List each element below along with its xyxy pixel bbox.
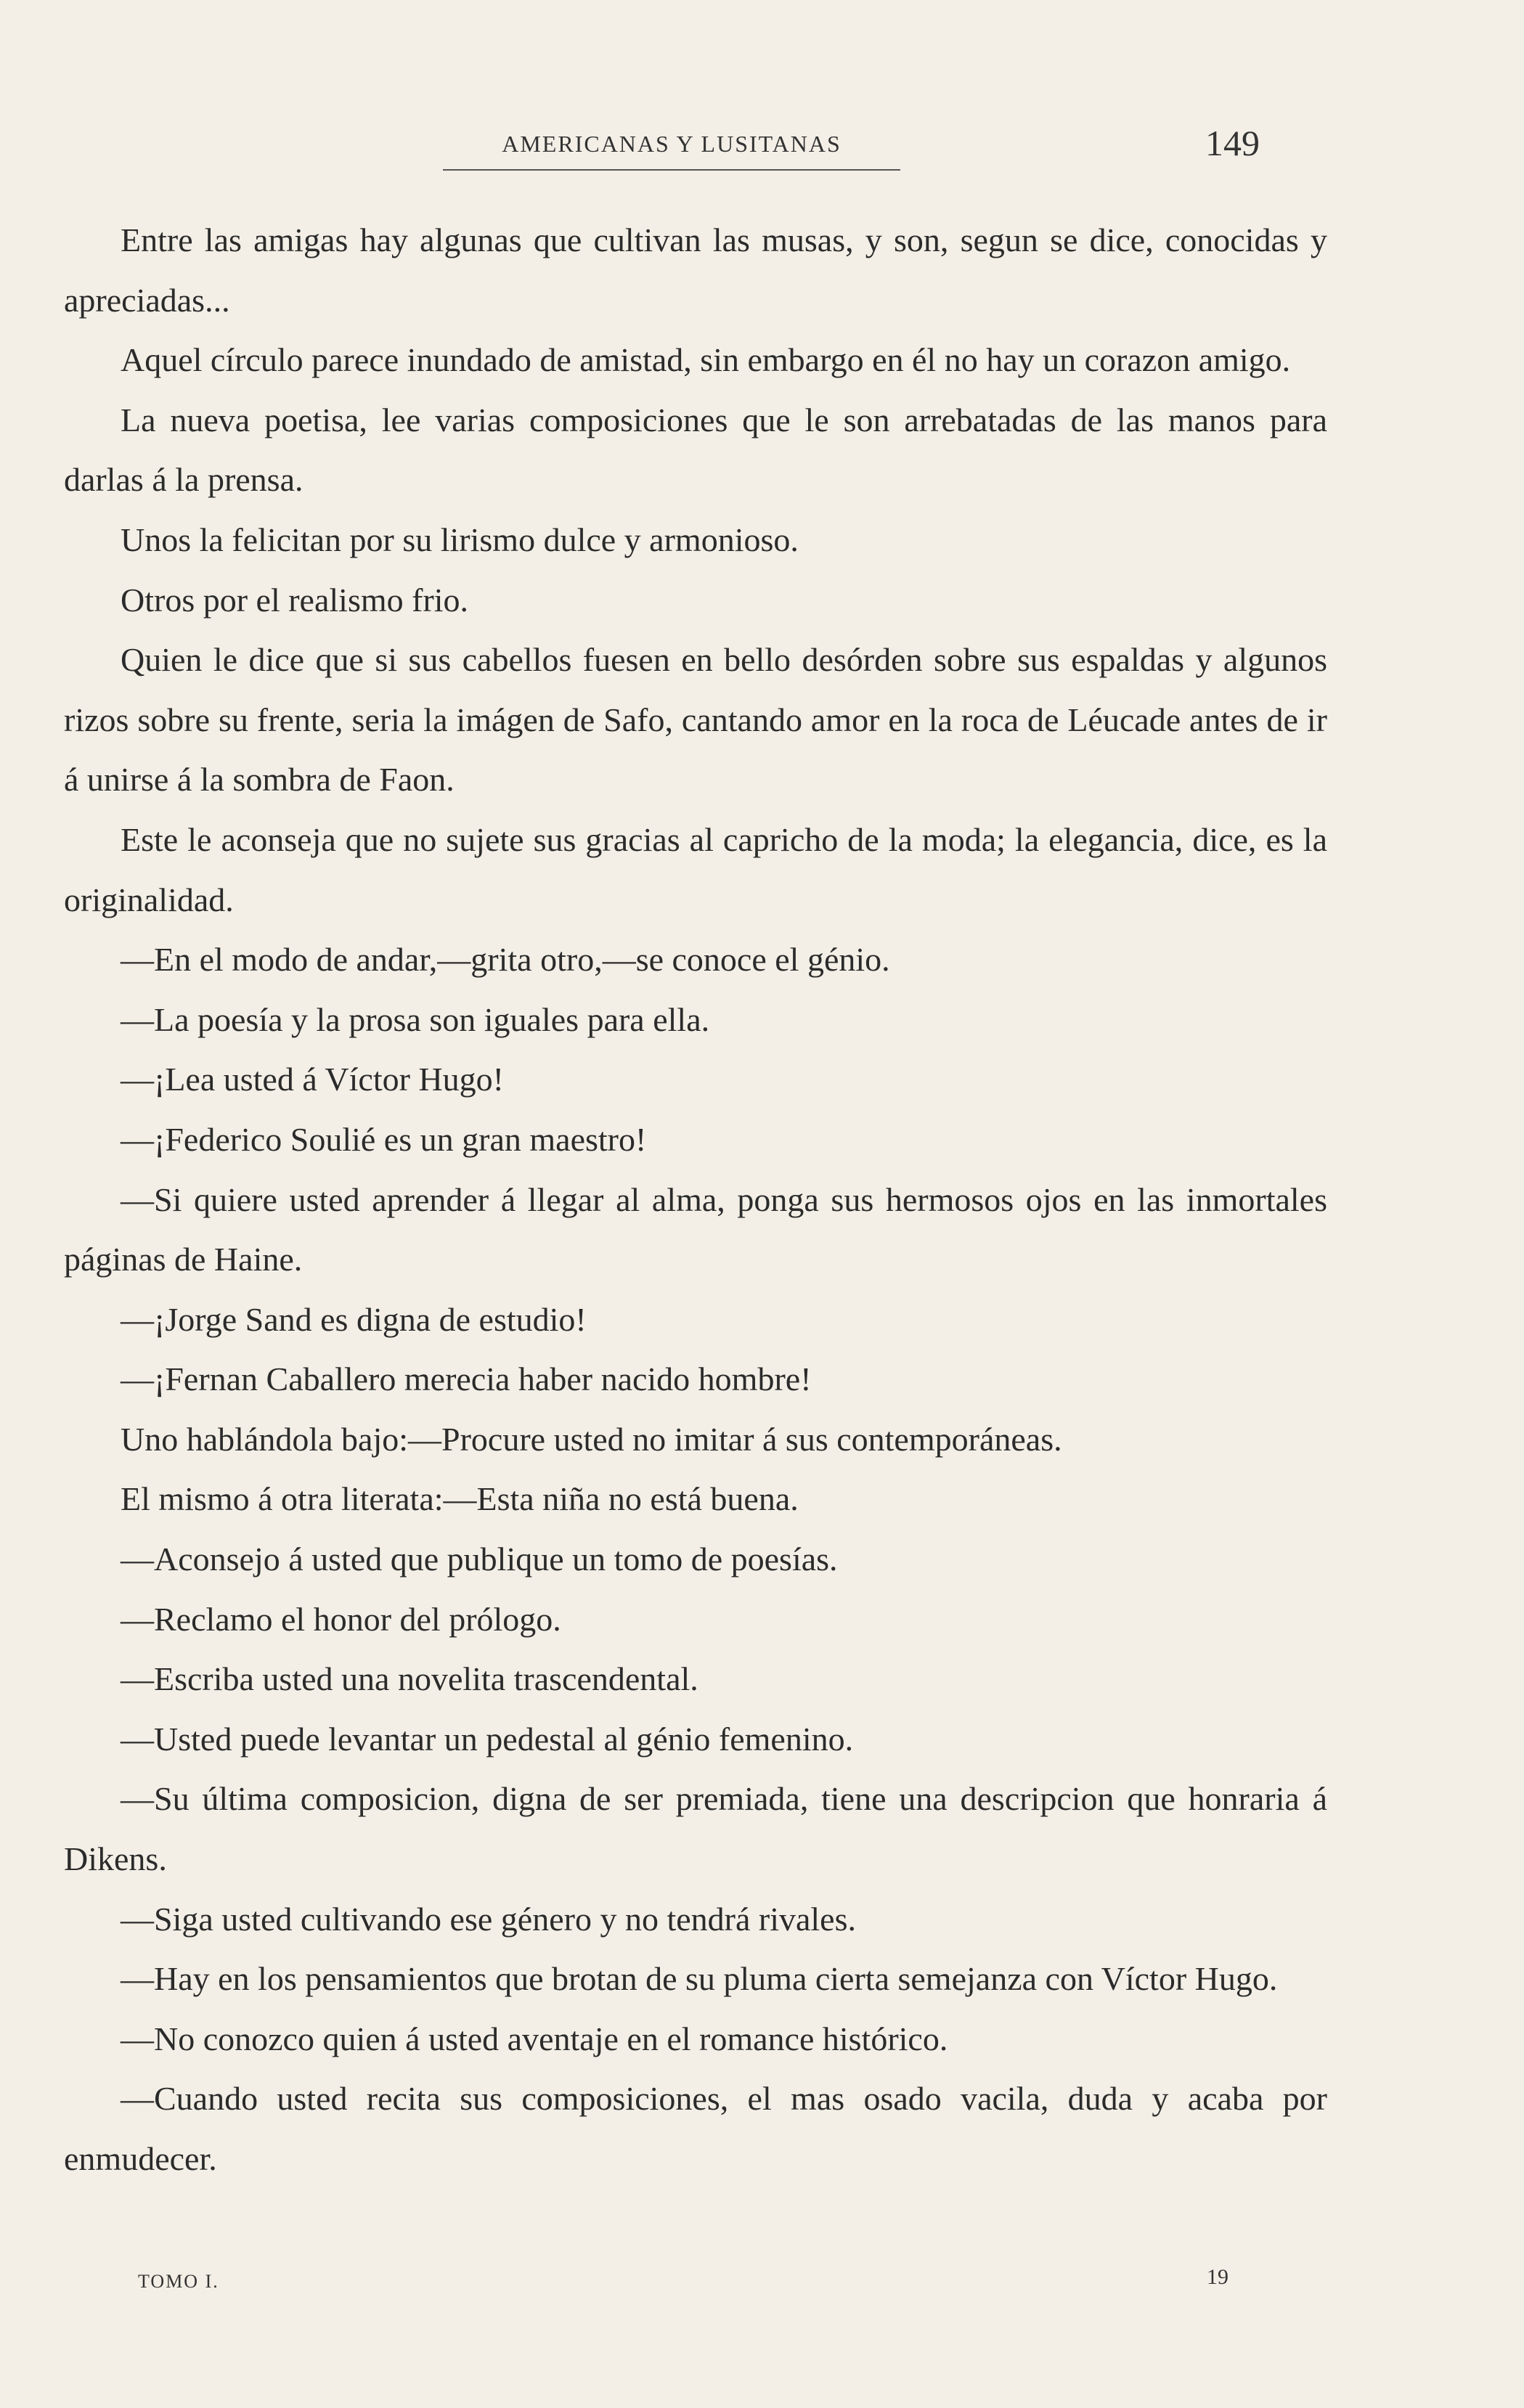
paragraph: —En el modo de andar,—grita otro,—se conoce el génio. <box>121 941 890 979</box>
paragraph: —Siga usted cultivando ese género y no tendrá rivales. <box>121 1900 856 1938</box>
paragraph: Unos la felicitan por su lirismo dulce y armonioso. <box>121 521 799 558</box>
paragraph: —La poesía y la prosa son iguales para ella. <box>121 1000 710 1038</box>
paragraph: Aquel círculo parece inundado de amistad, sin embargo en él no hay un corazon amigo. <box>121 341 1291 379</box>
paragraph: —Hay en los pensamientos que brotan de su pluma cierta semejanza con Víctor Hugo. <box>121 1960 1278 1998</box>
paragraph: —Usted puede levantar un pedestal al génio femenino. <box>121 1720 854 1758</box>
paragraph: —Reclamo el honor del prólogo. <box>121 1600 561 1638</box>
paragraph: —No conozco quien á usted aventaje en el romance histórico. <box>121 2020 948 2057</box>
page-number: 149 <box>1205 123 1260 163</box>
paragraph: —¡Lea usted á Víctor Hugo! <box>121 1061 504 1098</box>
paragraph: Quien le dice que si sus cabellos fuesen en bello desórden sobre sus espaldas y algunos rizos sobre su frente, seria la imágen de Safo, cantando amor en la roca de Léucade antes de ir á unirse á la sombra de Faon. <box>64 641 1327 799</box>
paragraph: —Si quiere usted aprender á llegar al alma, ponga sus hermosos ojos en las inmortales páginas de Haine. <box>64 1180 1327 1278</box>
paragraph: Entre las amigas hay algunas que cultivan las musas, y son, segun se dice, conocidas y apreciadas... <box>64 221 1327 319</box>
header-rule <box>443 169 900 171</box>
paragraph: —Su última composicion, digna de ser premiada, tiene una descripcion que honraria á Dikens. <box>64 1780 1327 1878</box>
footer-signature: 19 <box>1207 2265 1228 2289</box>
paragraph: —¡Fernan Caballero merecia haber nacido hombre! <box>121 1360 812 1398</box>
paragraph: El mismo á otra literata:—Esta niña no está buena. <box>121 1480 799 1518</box>
paragraph: —Cuando usted recita sus composiciones, el mas osado vacila, duda y acaba por enmudecer. <box>64 2080 1327 2177</box>
paragraph: —Escriba usted una novelita trascendental. <box>121 1660 698 1698</box>
paragraph: Otros por el realismo frio. <box>121 581 469 619</box>
running-title: AMERICANAS Y LUSITANAS <box>502 131 842 157</box>
footer-volume: TOMO I. <box>138 2271 219 2292</box>
body-text <box>64 211 1327 2189</box>
paragraph: La nueva poetisa, lee varias composiciones que le son arrebatadas de las manos para darlas á la prensa. <box>64 401 1327 499</box>
paragraph: —¡Jorge Sand es digna de estudio! <box>121 1300 587 1338</box>
paragraph: —¡Federico Soulié es un gran maestro! <box>121 1120 647 1158</box>
paragraph: Este le aconseja que no sujete sus gracias al capricho de la moda; la elegancia, dice, es la originalidad. <box>64 820 1327 918</box>
paragraph: Uno hablándola bajo:—Procure usted no imitar á sus contemporáneas. <box>121 1420 1062 1458</box>
paragraph: —Aconsejo á usted que publique un tomo de poesías. <box>121 1540 838 1578</box>
